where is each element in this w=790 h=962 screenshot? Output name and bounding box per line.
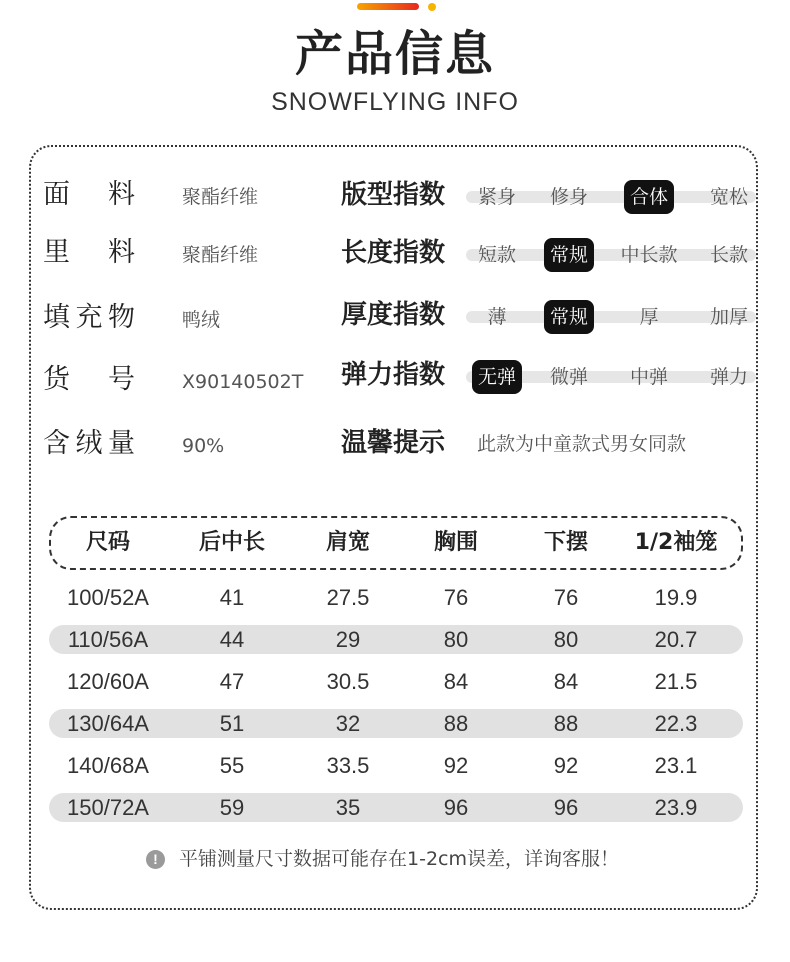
- table-cell: 88: [443, 711, 469, 736]
- table-cell: 120/60A: [67, 669, 149, 694]
- table-row-stripe: [49, 793, 743, 822]
- table-header-cell: 尺码: [85, 530, 131, 555]
- index-option: 微弹: [549, 366, 589, 388]
- table-cell: 130/64A: [67, 711, 149, 736]
- index-label: 弹力指数: [341, 360, 446, 390]
- index-label: 版型指数: [341, 180, 446, 210]
- index-option: 紧身: [477, 186, 517, 208]
- table-cell: 51: [219, 711, 245, 736]
- table-cell: 23.9: [654, 795, 698, 820]
- index-option: 厚: [639, 306, 659, 328]
- table-cell: 23.1: [654, 753, 698, 778]
- table-cell: 59: [219, 795, 245, 820]
- index-option: 中弹: [629, 366, 669, 388]
- attribute-label: 里 料: [43, 237, 135, 268]
- table-cell: 29: [335, 627, 361, 652]
- attribute-label: 填 充 物: [43, 302, 135, 333]
- table-cell: 100/52A: [67, 585, 149, 610]
- table-row-stripe: [49, 625, 743, 654]
- attribute-value: 90%: [182, 435, 225, 457]
- index-option: 短款: [477, 244, 517, 266]
- attribute-value: 聚酯纤维: [182, 186, 259, 208]
- index-option: 宽松: [709, 186, 749, 208]
- table-cell: 80: [443, 627, 469, 652]
- measurement-note: [146, 844, 619, 874]
- table-cell: 140/68A: [67, 753, 149, 778]
- tip-value: 此款为中童款式男女同款: [477, 433, 687, 455]
- info-icon: !: [146, 850, 165, 869]
- table-cell: 150/72A: [67, 795, 149, 820]
- table-cell: 20.7: [654, 627, 698, 652]
- index-option: 中长款: [620, 244, 678, 266]
- header-accent-dot: [428, 3, 436, 11]
- index-label: 长度指数: [341, 238, 446, 268]
- index-option-selected: 常规: [544, 300, 594, 334]
- table-header-cell: 后中长: [198, 530, 266, 555]
- table-cell: 76: [443, 585, 469, 610]
- table-row-stripe: [49, 709, 743, 738]
- table-cell: 92: [553, 753, 579, 778]
- index-option-selected: 合体: [624, 180, 674, 214]
- attribute-label: 货 号: [43, 364, 135, 395]
- table-cell: 30.5: [326, 669, 370, 694]
- table-cell: 110/56A: [67, 627, 149, 652]
- index-label: 厚度指数: [341, 300, 446, 330]
- table-header-cell: 下摆: [543, 530, 589, 555]
- table-cell: 22.3: [654, 711, 698, 736]
- table-cell: 32: [335, 711, 361, 736]
- attribute-value: 聚酯纤维: [182, 244, 259, 266]
- page-title: 产品信息: [294, 26, 495, 82]
- attribute-label: 面 料: [43, 179, 135, 210]
- table-cell: 80: [553, 627, 579, 652]
- table-cell: 33.5: [326, 753, 370, 778]
- table-header-cell: 胸围: [433, 530, 479, 555]
- table-cell: 88: [553, 711, 579, 736]
- table-cell: 76: [553, 585, 579, 610]
- table-cell: 96: [443, 795, 469, 820]
- table-cell: 44: [219, 627, 245, 652]
- table-cell: 47: [219, 669, 245, 694]
- table-cell: 84: [443, 669, 469, 694]
- tip-label: 温馨提示: [341, 428, 446, 458]
- index-option-selected: 常规: [544, 238, 594, 272]
- page-subtitle: SNOWFLYING INFO: [271, 88, 519, 116]
- index-option: 弹力: [709, 366, 749, 388]
- table-cell: 21.5: [654, 669, 698, 694]
- table-cell: 27.5: [326, 585, 370, 610]
- index-option: 加厚: [709, 306, 749, 328]
- index-option: 薄: [487, 306, 507, 328]
- table-cell: 35: [335, 795, 361, 820]
- table-cell: 84: [553, 669, 579, 694]
- attribute-value: 鸭绒: [182, 309, 221, 331]
- index-option: 修身: [549, 186, 589, 208]
- header-accent-bar: [357, 3, 419, 10]
- index-option-selected: 无弹: [472, 360, 522, 394]
- table-header-cell: 肩宽: [325, 530, 371, 555]
- table-cell: 19.9: [654, 585, 698, 610]
- table-header-cell: 1/2袖笼: [634, 530, 718, 555]
- table-cell: 92: [443, 753, 469, 778]
- table-cell: 96: [553, 795, 579, 820]
- attribute-value: X90140502T: [182, 371, 304, 393]
- table-cell: 55: [219, 753, 245, 778]
- attribute-label: 含 绒 量: [43, 428, 135, 459]
- measurement-note-text: 平铺测量尺寸数据可能存在1-2cm误差，详询客服！: [179, 848, 619, 870]
- index-option: 长款: [709, 244, 749, 266]
- table-cell: 41: [219, 585, 245, 610]
